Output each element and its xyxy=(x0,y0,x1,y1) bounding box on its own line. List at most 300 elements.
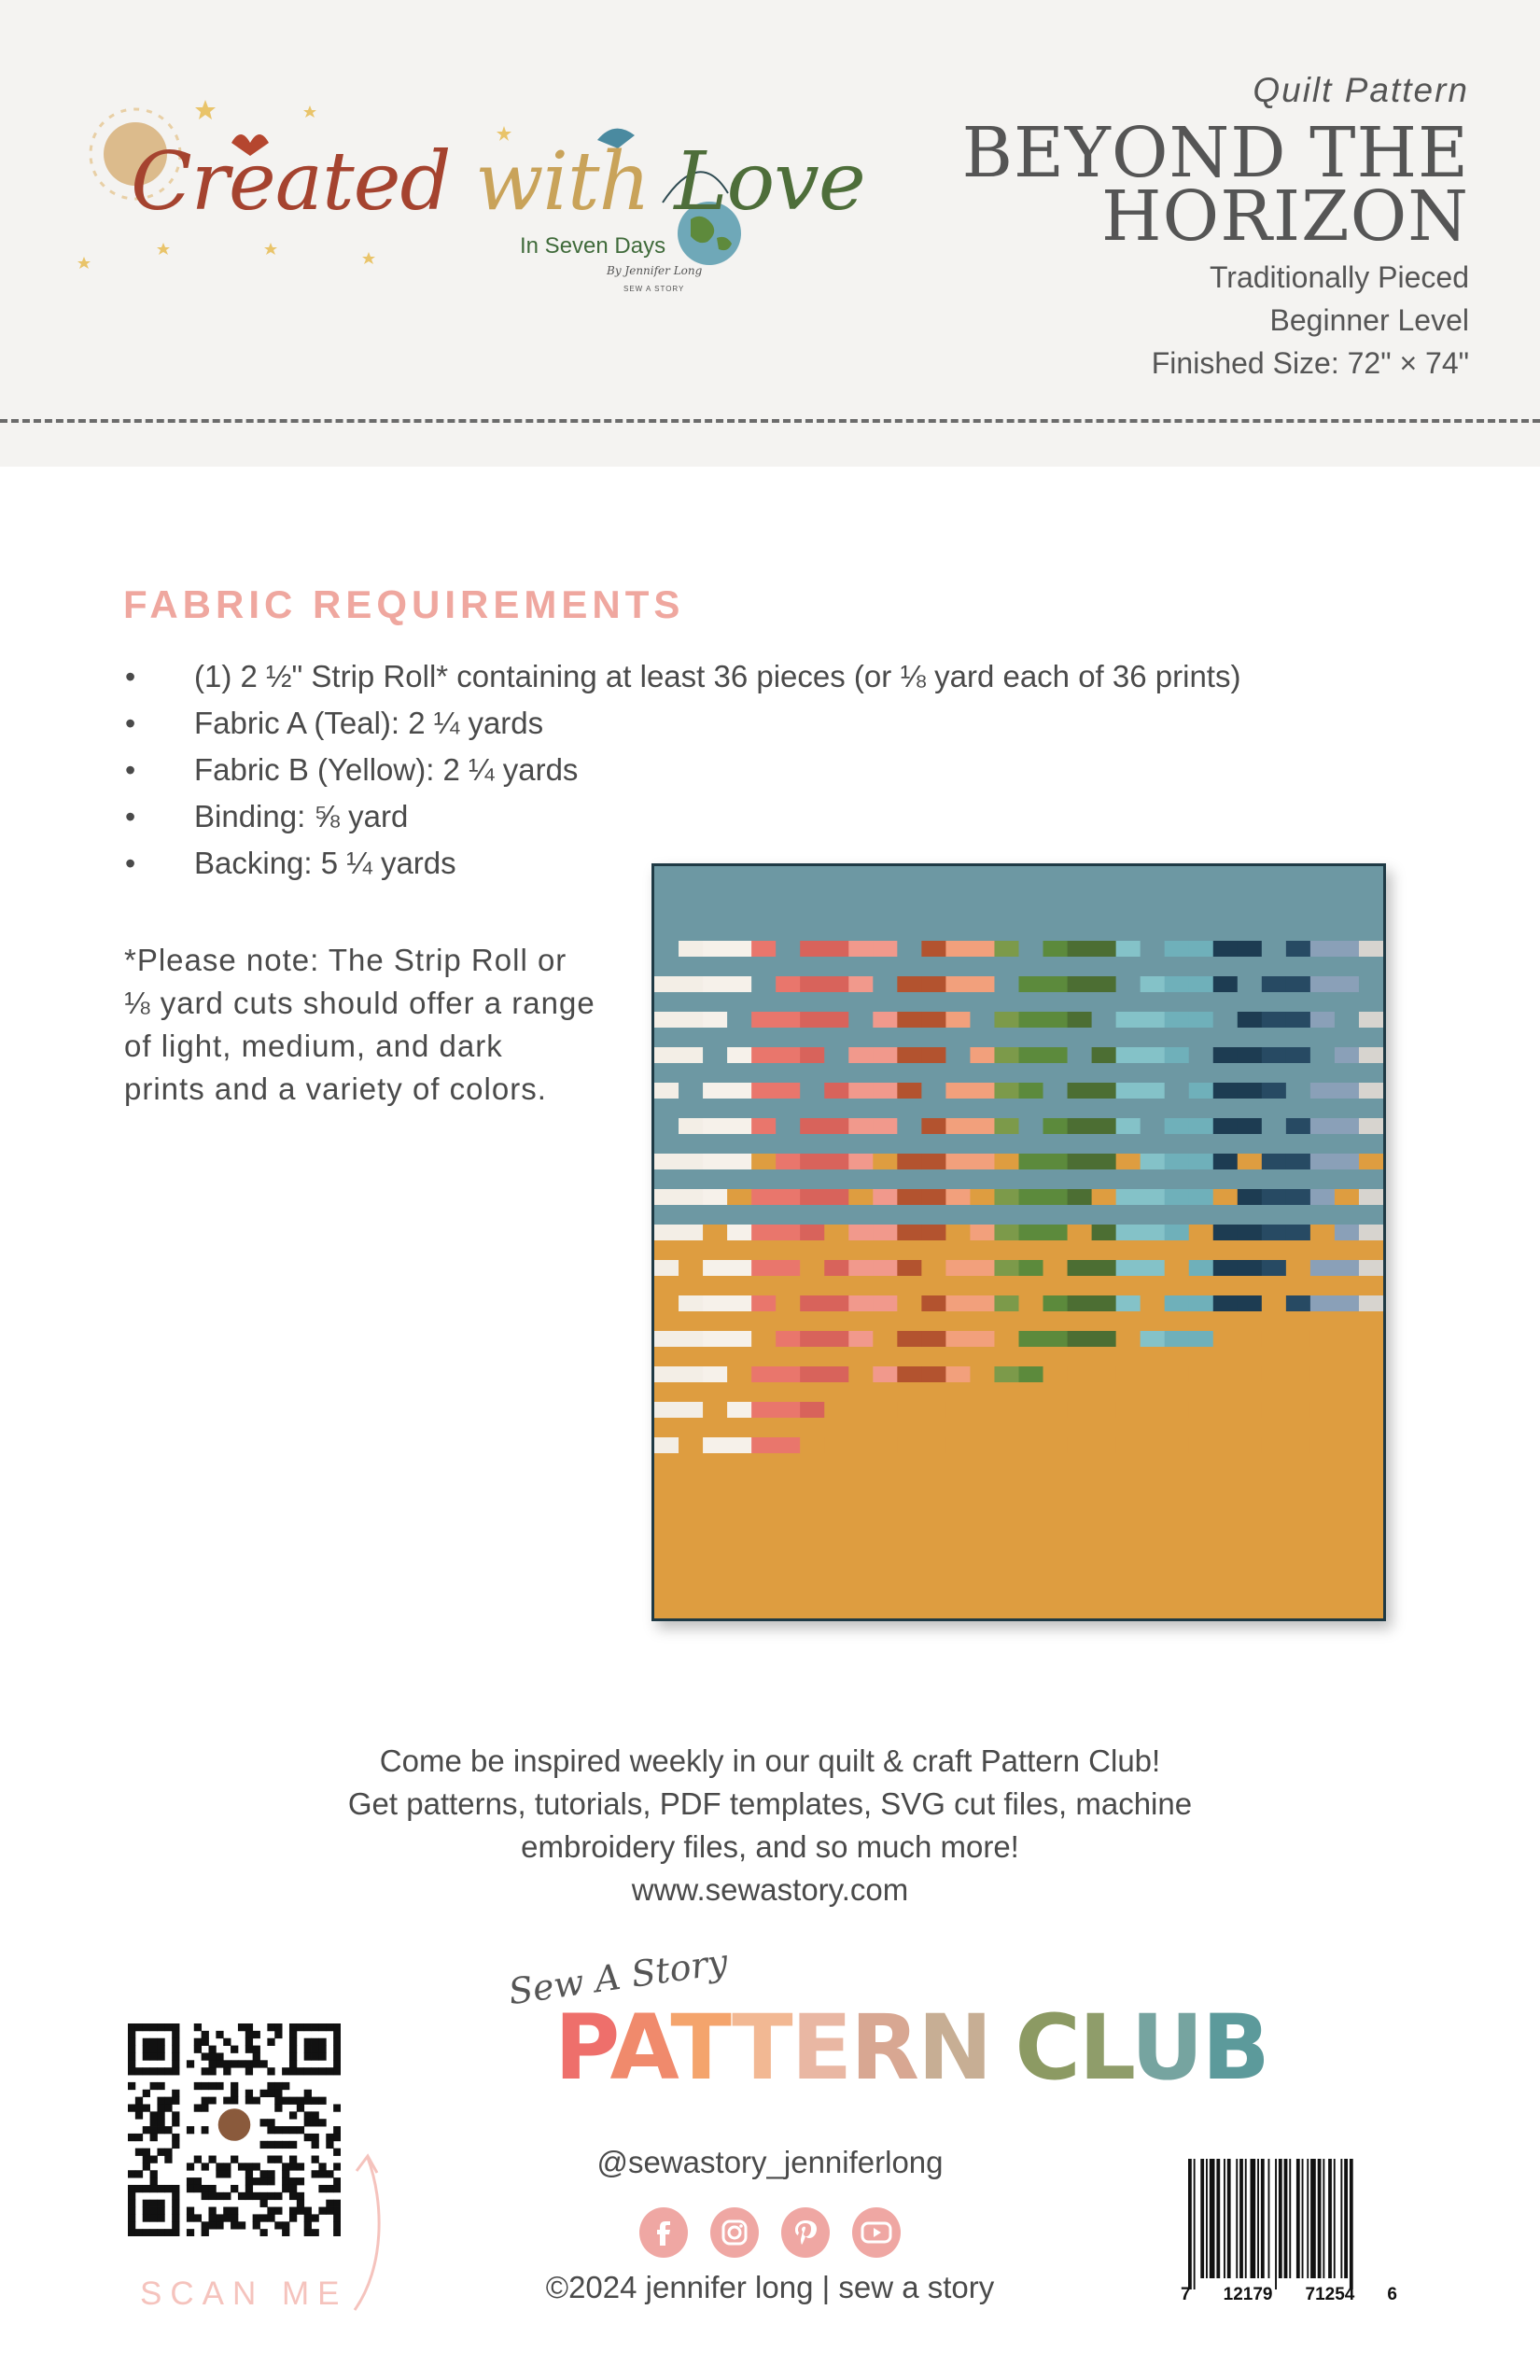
quilt-strip-piece xyxy=(1092,1225,1117,1240)
quilt-strip-piece xyxy=(1238,1154,1263,1169)
club-letter: P xyxy=(554,1995,610,2100)
quilt-strip-piece xyxy=(703,1295,728,1311)
quilt-strip-piece xyxy=(1189,1366,1214,1382)
quilt-strip-piece xyxy=(1092,1331,1117,1347)
quilt-strip-piece xyxy=(970,1366,995,1382)
quilt-strip-piece xyxy=(1068,1260,1093,1276)
instagram-icon[interactable] xyxy=(710,2207,759,2258)
quilt-strip-piece xyxy=(1286,1118,1311,1134)
quilt-bottom-border xyxy=(654,1546,1383,1618)
quilt-strip-piece xyxy=(1359,976,1383,992)
quilt-strip-piece xyxy=(945,1225,971,1240)
quilt-strip-piece xyxy=(703,976,728,992)
quilt-strip-piece xyxy=(897,1331,922,1347)
quilt-strip-piece xyxy=(1310,1366,1336,1382)
quilt-strip-piece xyxy=(1262,1047,1287,1063)
quilt-strip-piece xyxy=(1335,1437,1360,1453)
club-logo-script: Sew A Story xyxy=(506,1940,731,2013)
finished-size: Finished Size: 72" × 74" xyxy=(1151,346,1469,380)
quilt-strip-piece xyxy=(1213,1402,1239,1418)
quilt-strip-piece xyxy=(703,1047,728,1063)
quilt-strip-piece xyxy=(1043,1295,1069,1311)
quilt-strip-piece xyxy=(921,1083,946,1099)
quilt-strip-piece xyxy=(1335,1047,1360,1063)
pattern-method: Traditionally Pieced xyxy=(1209,260,1469,294)
quilt-strip-piece xyxy=(970,941,995,957)
quilt-strip-piece xyxy=(1359,1083,1383,1099)
quilt-strip-piece xyxy=(970,976,995,992)
dashed-divider xyxy=(0,419,1540,423)
quilt-strip-piece xyxy=(727,1331,752,1347)
quilt-strip-piece xyxy=(921,1225,946,1240)
logo-brand: SEW A STORY xyxy=(623,285,685,293)
quilt-strip-piece xyxy=(1213,1189,1239,1205)
scan-me-label: SCAN ME xyxy=(140,2275,348,2312)
quilt-strip-piece xyxy=(1043,1083,1069,1099)
quilt-strip-piece xyxy=(1359,1437,1383,1453)
quilt-strip-piece xyxy=(1335,1366,1360,1382)
quilt-strip-piece xyxy=(897,1295,922,1311)
quilt-strip-piece xyxy=(1335,1118,1360,1134)
quilt-strip-piece xyxy=(970,1012,995,1028)
quilt-strip-piece xyxy=(1262,941,1287,957)
quilt-strip-piece xyxy=(1359,1012,1383,1028)
quilt-strip-piece xyxy=(1262,976,1287,992)
quilt-strip-piece xyxy=(679,1047,704,1063)
quilt-strip-piece xyxy=(800,1295,825,1311)
quilt-strip-piece xyxy=(679,1189,704,1205)
quilt-strip-piece xyxy=(1116,1437,1141,1453)
quilt-strip-piece xyxy=(1092,1083,1117,1099)
quilt-strip-piece xyxy=(1213,1366,1239,1382)
quilt-strip-piece xyxy=(1019,1437,1044,1453)
quilt-strip-piece xyxy=(1043,1437,1069,1453)
quilt-strip-piece xyxy=(1359,1047,1383,1063)
quilt-strip-piece xyxy=(1238,1437,1263,1453)
quilt-strip-piece xyxy=(945,1402,971,1418)
quilt-strip-piece xyxy=(800,1225,825,1240)
quilt-strip-piece xyxy=(1116,1012,1141,1028)
quilt-strip-piece xyxy=(727,1083,752,1099)
fabric-requirements-heading: FABRIC REQUIREMENTS xyxy=(123,582,685,626)
quilt-strip-piece xyxy=(921,1189,946,1205)
quilt-strip-piece xyxy=(970,1437,995,1453)
quilt-strip-piece xyxy=(1310,1118,1336,1134)
quilt-strip-piece xyxy=(994,1189,1019,1205)
quilt-strip-piece xyxy=(1116,1260,1141,1276)
quilt-strip-piece xyxy=(970,1260,995,1276)
quilt-strip-piece xyxy=(679,1012,704,1028)
quilt-strip-piece xyxy=(873,1083,898,1099)
quilt-strip-piece xyxy=(1019,1295,1044,1311)
quilt-strip-piece xyxy=(1019,1047,1044,1063)
quilt-strip-piece xyxy=(1213,1118,1239,1134)
quilt-strip-piece xyxy=(703,1366,728,1382)
quilt-strip-piece xyxy=(873,1012,898,1028)
quilt-strip-piece xyxy=(897,941,922,957)
quilt-strip-piece xyxy=(1310,1260,1336,1276)
quilt-strip-piece xyxy=(1335,1260,1360,1276)
quilt-strip-piece xyxy=(679,1437,704,1453)
quilt-strip-piece xyxy=(897,1189,922,1205)
quilt-strip-piece xyxy=(873,1437,898,1453)
quilt-strip-piece xyxy=(654,1295,679,1311)
quilt-strip-piece xyxy=(824,1331,849,1347)
quilt-strip-piece xyxy=(776,1118,801,1134)
quilt-strip-piece xyxy=(751,1437,777,1453)
quilt-strip-piece xyxy=(1019,1189,1044,1205)
quilt-strip-piece xyxy=(848,1083,874,1099)
quilt-strip-piece xyxy=(1092,1295,1117,1311)
quilt-strip-piece xyxy=(1116,1225,1141,1240)
quilt-strip-piece xyxy=(945,1295,971,1311)
quilt-strip-piece xyxy=(1019,1260,1044,1276)
quilt-strip-piece xyxy=(824,1083,849,1099)
quilt-strip-piece xyxy=(679,1331,704,1347)
quilt-strip-piece xyxy=(1068,1366,1093,1382)
quilt-strip-piece xyxy=(994,1437,1019,1453)
quilt-strip-piece xyxy=(703,1083,728,1099)
quilt-strip-piece xyxy=(848,1189,874,1205)
quilt-strip-piece xyxy=(1068,1154,1093,1169)
quilt-strip-piece xyxy=(1359,1189,1383,1205)
quilt-image xyxy=(651,863,1386,1621)
quilt-strip-piece xyxy=(1189,1437,1214,1453)
list-item: • Binding: ⅝ yard xyxy=(123,793,1240,840)
quilt-strip-piece xyxy=(1335,1154,1360,1169)
quilt-strip-piece xyxy=(679,941,704,957)
quilt-strip-piece xyxy=(848,1402,874,1418)
quilt-strip-piece xyxy=(1165,1083,1190,1099)
quilt-strip-piece xyxy=(751,1083,777,1099)
quilt-strip-piece xyxy=(1286,1154,1311,1169)
quilt-strip-piece xyxy=(824,1154,849,1169)
quilt-strip-piece xyxy=(1189,1154,1214,1169)
barcode-digit-group: 6 xyxy=(1387,2285,1397,2304)
copyright: ©2024 jennifer long | sew a story xyxy=(545,2270,995,2304)
quilt-strip-piece xyxy=(1068,1047,1093,1063)
quilt-strip-piece xyxy=(1213,1331,1239,1347)
quilt-strip-piece xyxy=(1043,1260,1069,1276)
pattern-kicker: Quilt Pattern xyxy=(1253,71,1469,109)
pattern-title-line-2: HORIZON xyxy=(1101,176,1469,257)
quilt-strip-piece xyxy=(1092,1366,1117,1382)
quilt-strip-piece xyxy=(1238,1295,1263,1311)
quilt-strip-piece xyxy=(654,1225,679,1240)
quilt-strip-piece xyxy=(1068,1331,1093,1347)
quilt-strip-piece xyxy=(994,1402,1019,1418)
club-website-link[interactable]: www.sewastory.com xyxy=(631,1872,909,1907)
quilt-strip-piece xyxy=(1359,1260,1383,1276)
facebook-icon[interactable] xyxy=(639,2207,688,2258)
quilt-strip-piece xyxy=(1335,1402,1360,1418)
quilt-strip-piece xyxy=(848,1260,874,1276)
quilt-strip-piece xyxy=(1213,1225,1239,1240)
quilt-strip-piece xyxy=(1262,1189,1287,1205)
quilt-strip-piece xyxy=(1165,1225,1190,1240)
quilt-strip-piece xyxy=(1141,1225,1166,1240)
barcode-digit-group: 12179 xyxy=(1223,2285,1273,2304)
quilt-strip-piece xyxy=(1141,1437,1166,1453)
quilt-strip-piece xyxy=(994,976,1019,992)
quilt-strip-piece xyxy=(776,1402,801,1418)
quilt-strip-piece xyxy=(848,1437,874,1453)
arrow-up-icon xyxy=(347,2147,403,2315)
quilt-strip-piece xyxy=(727,1154,752,1169)
quilt-strip-piece xyxy=(848,1295,874,1311)
quilt-strip-piece xyxy=(1359,1154,1383,1169)
quilt-strip-piece xyxy=(945,1118,971,1134)
quilt-strip-piece xyxy=(1165,1189,1190,1205)
quilt-strip-piece xyxy=(1262,1012,1287,1028)
quilt-strip-piece xyxy=(751,1047,777,1063)
quilt-strip-piece xyxy=(897,1225,922,1240)
quilt-strip-piece xyxy=(824,1295,849,1311)
quilt-strip-piece xyxy=(921,941,946,957)
quilt-strip-piece xyxy=(703,1331,728,1347)
quilt-strip-piece xyxy=(727,1260,752,1276)
quilt-strip-piece xyxy=(751,976,777,992)
quilt-strip-piece xyxy=(800,1118,825,1134)
quilt-strip-piece xyxy=(1141,976,1166,992)
quilt-strip-piece xyxy=(679,1118,704,1134)
quilt-strip-piece xyxy=(1286,941,1311,957)
quilt-strip-piece xyxy=(848,976,874,992)
club-letter: B xyxy=(1201,1995,1268,2100)
quilt-strip-piece xyxy=(654,1260,679,1276)
quilt-strip-piece xyxy=(1165,1366,1190,1382)
quilt-strip-piece xyxy=(1116,1047,1141,1063)
logo-script-text: Created with Love xyxy=(131,135,865,229)
quilt-strip-piece xyxy=(1165,1437,1190,1453)
quilt-strip-piece xyxy=(1116,976,1141,992)
quilt-strip-piece xyxy=(897,1154,922,1169)
quilt-strip-piece xyxy=(897,1047,922,1063)
quilt-strip-piece xyxy=(970,1154,995,1169)
quilt-strip-piece xyxy=(800,1012,825,1028)
quilt-strip-piece xyxy=(800,1083,825,1099)
quilt-strip-piece xyxy=(921,1047,946,1063)
quilt-strip-piece xyxy=(848,1118,874,1134)
club-logo-club xyxy=(1015,1995,1267,2100)
quilt-strip-piece xyxy=(751,1189,777,1205)
quilt-strip-piece xyxy=(1189,1012,1214,1028)
quilt-strip-piece xyxy=(1068,1012,1093,1028)
quilt-strip-piece xyxy=(1286,1437,1311,1453)
list-item: • Backing: 5 ¼ yards xyxy=(123,840,1240,887)
quilt-strip-piece xyxy=(1262,1083,1287,1099)
quilt-strip-piece xyxy=(1116,1366,1141,1382)
quilt-strip-piece xyxy=(1165,1402,1190,1418)
quilt-strip-piece xyxy=(945,1189,971,1205)
club-letter: C xyxy=(1015,1995,1079,2100)
quilt-strip-piece xyxy=(873,1154,898,1169)
quilt-strip-piece xyxy=(800,1260,825,1276)
quilt-strip-piece xyxy=(1141,1189,1166,1205)
quilt-strip-piece xyxy=(727,1366,752,1382)
quilt-strip-piece xyxy=(1262,1118,1287,1134)
quilt-strip-piece xyxy=(897,1118,922,1134)
quilt-strip-piece xyxy=(1238,976,1263,992)
quilt-drawing xyxy=(654,866,1383,1618)
social-handle[interactable]: @sewastory_jenniferlong xyxy=(596,2145,944,2179)
quilt-strip-piece xyxy=(1359,1225,1383,1240)
quilt-strip-piece xyxy=(1068,1402,1093,1418)
quilt-strip-piece xyxy=(945,1012,971,1028)
club-logo-word xyxy=(554,1995,1268,2100)
quilt-strip-piece xyxy=(897,1260,922,1276)
quilt-strip-piece xyxy=(1116,1118,1141,1134)
quilt-strip-piece xyxy=(945,1083,971,1099)
quilt-strip-piece xyxy=(873,1189,898,1205)
quilt-strip-piece xyxy=(751,1260,777,1276)
quilt-strip-piece xyxy=(1189,1225,1214,1240)
barcode-digit-group: 71254 xyxy=(1305,2285,1355,2304)
quilt-strip-piece xyxy=(1043,976,1069,992)
quilt-strip-piece xyxy=(921,1366,946,1382)
quilt-strip-piece xyxy=(1310,1154,1336,1169)
quilt-strip-piece xyxy=(848,941,874,957)
quilt-strip-piece xyxy=(679,1260,704,1276)
quilt-strip-piece xyxy=(994,1154,1019,1169)
quilt-strip-piece xyxy=(1019,1083,1044,1099)
quilt-strip-piece xyxy=(873,1366,898,1382)
quilt-strip-piece xyxy=(1141,941,1166,957)
quilt-strip-piece xyxy=(1335,1189,1360,1205)
quilt-strip-piece xyxy=(1286,1331,1311,1347)
quilt-strip-piece xyxy=(679,1366,704,1382)
quilt-strip-piece xyxy=(1335,976,1360,992)
fabric-requirements-list xyxy=(123,653,1240,887)
quilt-strip-piece xyxy=(994,1083,1019,1099)
quilt-strip-piece xyxy=(1141,1118,1166,1134)
club-letter: U xyxy=(1130,1995,1202,2100)
quilt-strip-piece xyxy=(679,1154,704,1169)
quilt-strip-piece xyxy=(1262,1402,1287,1418)
note-line: *Please note: The Strip Roll or xyxy=(124,943,567,977)
quilt-strip-piece xyxy=(776,1437,801,1453)
quilt-strip-piece xyxy=(776,1189,801,1205)
quilt-strip-piece xyxy=(679,976,704,992)
quilt-strip-piece xyxy=(1238,1047,1263,1063)
quilt-strip-piece xyxy=(1213,1012,1239,1028)
quilt-strip-piece xyxy=(1092,976,1117,992)
quilt-strip-piece xyxy=(1116,1189,1141,1205)
quilt-strip-piece xyxy=(921,1260,946,1276)
quilt-strip-piece xyxy=(1262,1366,1287,1382)
club-letter: E xyxy=(791,1995,851,2100)
quilt-strip-piece xyxy=(921,1012,946,1028)
quilt-strip-piece xyxy=(921,1154,946,1169)
pattern-level: Beginner Level xyxy=(1269,303,1469,337)
quilt-strip-piece xyxy=(703,1260,728,1276)
strip-roll-note xyxy=(124,939,628,1111)
quilt-strip-piece xyxy=(848,1012,874,1028)
quilt-strip-piece xyxy=(727,1189,752,1205)
quilt-strip-piece xyxy=(921,1402,946,1418)
quilt-strip-piece xyxy=(824,941,849,957)
quilt-strip-piece xyxy=(1238,1225,1263,1240)
quilt-strip-piece xyxy=(970,1083,995,1099)
quilt-strip-piece xyxy=(776,1225,801,1240)
list-item: • Fabric A (Teal): 2 ¼ yards xyxy=(123,700,1240,747)
quilt-strip-piece xyxy=(1189,1402,1214,1418)
quilt-strip-piece xyxy=(1019,1118,1044,1134)
quilt-strip-piece xyxy=(751,1118,777,1134)
quilt-strip-piece xyxy=(897,1437,922,1453)
quilt-strip-piece xyxy=(1092,941,1117,957)
quilt-strip-piece xyxy=(824,1437,849,1453)
quilt-strip-piece xyxy=(1043,1047,1069,1063)
quilt-strip-piece xyxy=(679,1225,704,1240)
quilt-strip-piece xyxy=(1213,976,1239,992)
quilt-strip-piece xyxy=(1359,1402,1383,1418)
list-item: • (1) 2 ½" Strip Roll* containing at least 36 pieces (or ⅛ yard each of 36 prints) xyxy=(123,653,1240,700)
quilt-strip-piece xyxy=(921,1437,946,1453)
quilt-strip-piece xyxy=(1068,1295,1093,1311)
quilt-strip-piece xyxy=(970,1331,995,1347)
quilt-strip-piece xyxy=(727,1118,752,1134)
quilt-strip-piece xyxy=(1335,1083,1360,1099)
quilt-strip-piece xyxy=(1165,1012,1190,1028)
quilt-strip-piece xyxy=(1141,1154,1166,1169)
quilt-strip-piece xyxy=(873,1295,898,1311)
header-band xyxy=(0,0,1540,467)
club-logo-pattern xyxy=(554,1995,990,2100)
quilt-strip-piece xyxy=(873,1118,898,1134)
title-block xyxy=(760,71,1469,385)
quilt-strip-piece xyxy=(703,1189,728,1205)
quilt-strip-piece xyxy=(1092,1118,1117,1134)
quilt-strip-piece xyxy=(654,1154,679,1169)
quilt-strip-piece xyxy=(703,1402,728,1418)
quilt-strip-piece xyxy=(848,1331,874,1347)
quilt-strip-piece xyxy=(945,1154,971,1169)
quilt-strip-piece xyxy=(824,1118,849,1134)
quilt-strip-piece xyxy=(1238,1260,1263,1276)
quilt-strip-piece xyxy=(1068,1437,1093,1453)
quilt-strip-piece xyxy=(1359,1118,1383,1134)
quilt-strip-piece xyxy=(824,1225,849,1240)
club-letter: T xyxy=(670,1995,733,2100)
quilt-strip-piece xyxy=(703,1154,728,1169)
quilt-strip-piece xyxy=(1262,1154,1287,1169)
quilt-strip-piece xyxy=(945,1260,971,1276)
quilt-strip-piece xyxy=(1165,1331,1190,1347)
quilt-strip-piece xyxy=(776,941,801,957)
quilt-strip-piece xyxy=(970,1295,995,1311)
quilt-strip-piece xyxy=(994,1012,1019,1028)
quilt-strip-piece xyxy=(800,1154,825,1169)
quilt-strip-piece xyxy=(1286,1189,1311,1205)
quilt-strip-piece xyxy=(1238,1402,1263,1418)
quilt-strip-piece xyxy=(1213,1295,1239,1311)
note-line: of light, medium, and dark xyxy=(124,1029,503,1063)
quilt-strip-piece xyxy=(727,976,752,992)
quilt-strip-piece xyxy=(1043,1225,1069,1240)
quilt-strip-piece xyxy=(1068,1225,1093,1240)
quilt-strip-piece xyxy=(751,1225,777,1240)
quilt-strip-piece xyxy=(679,1083,704,1099)
pinterest-icon[interactable] xyxy=(781,2207,830,2258)
youtube-icon[interactable] xyxy=(852,2207,901,2258)
quilt-strip-piece xyxy=(945,1437,971,1453)
quilt-strip-piece xyxy=(1262,1295,1287,1311)
qr-code[interactable] xyxy=(128,2023,341,2236)
quilt-strip-piece xyxy=(1019,1366,1044,1382)
quilt-strip-piece xyxy=(1189,976,1214,992)
quilt-strip-piece xyxy=(1141,1295,1166,1311)
